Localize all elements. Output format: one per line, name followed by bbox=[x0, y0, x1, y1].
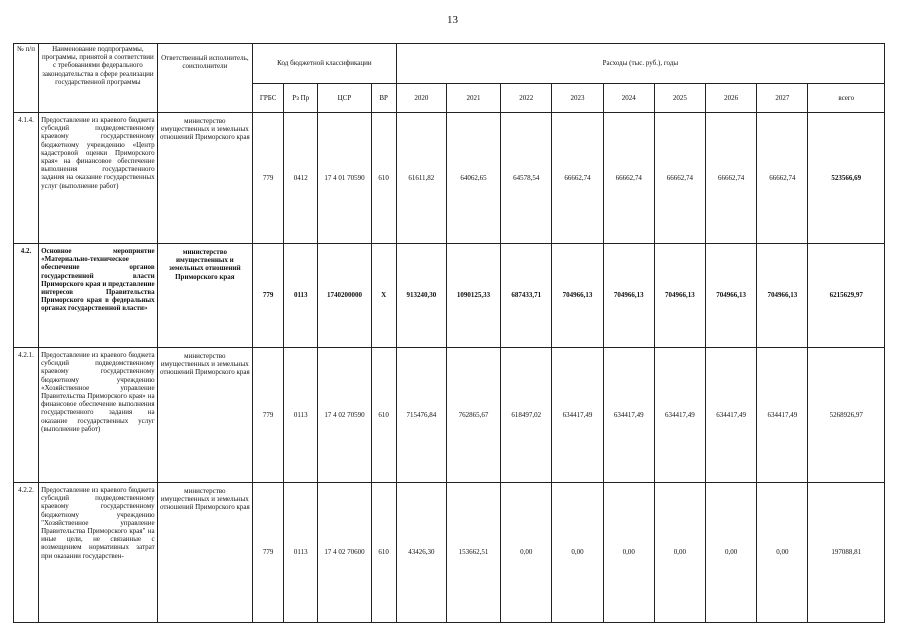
row-value-2026: 66662,74 bbox=[706, 113, 757, 244]
row-value-2022: 687433,71 bbox=[501, 244, 552, 348]
row-responsible: министерство имущественных и земельных отношений Приморского края bbox=[157, 348, 252, 483]
row-value-2022: 0,00 bbox=[501, 483, 552, 623]
header-code-group: Код бюджетной классификации bbox=[253, 44, 397, 84]
header-num: № п/п bbox=[14, 44, 39, 113]
row-rzpr: 0412 bbox=[284, 113, 318, 244]
row-name: Предоставление из краевого бюджета субсидий подведомственному краевому государственному бюджетному учреждению «Центр кадастровой оценки Приморского края» на финансовое обеспечение выполнения государственного задания на оказание государственных услуг (выполнение работ) bbox=[39, 113, 158, 244]
table-row bbox=[14, 348, 885, 483]
row-value-2025: 634417,49 bbox=[654, 348, 705, 483]
header-total: всего bbox=[808, 84, 885, 113]
row-value-2022: 64578,54 bbox=[501, 113, 552, 244]
row-responsible: министерство имущественных и земельных отношений Приморского края bbox=[157, 244, 252, 348]
row-csr: 1740200000 bbox=[318, 244, 371, 348]
row-value-total: 5268926,97 bbox=[808, 348, 885, 483]
row-value-2027: 704966,13 bbox=[757, 244, 808, 348]
row-name: Предоставление из краевого бюджета субсидий подведомственному краевому государственному бюджетному учреждению "Хозяйственное управление Правительства Приморского края" на иные цели, не связанные с возмещением нормативных затрат при оказании государствен- bbox=[39, 483, 158, 623]
header-row-1 bbox=[14, 44, 885, 84]
row-value-2022: 618497,02 bbox=[501, 348, 552, 483]
header-expenses-group: Расходы (тыс. руб.), годы bbox=[396, 44, 884, 84]
row-number: 4.2. bbox=[14, 244, 39, 348]
row-rzpr: 0113 bbox=[284, 244, 318, 348]
row-responsible: министерство имущественных и земельных отношений Приморского края bbox=[157, 113, 252, 244]
row-value-2026: 0,00 bbox=[706, 483, 757, 623]
header-year-2020: 2020 bbox=[396, 84, 446, 113]
row-vr: 610 bbox=[371, 483, 396, 623]
row-rzpr: 0113 bbox=[284, 348, 318, 483]
row-value-2024: 704966,13 bbox=[603, 244, 654, 348]
row-value-2020: 913240,30 bbox=[396, 244, 446, 348]
row-value-2026: 704966,13 bbox=[706, 244, 757, 348]
row-value-2027: 66662,74 bbox=[757, 113, 808, 244]
row-name: Предоставление из краевого бюджета субсидий подведомственному краевому государственному бюджетному учреждению «Хозяйственное управление Правительства Приморского края» на финансовое обеспечение выполнения государственного задания на оказание государственных услуг (выполнение работ) bbox=[39, 348, 158, 483]
header-name: Наименование подпрограммы, программы, принятой в соответствии с требованиями федерального законодательства в сфере реализации государственной программы bbox=[39, 44, 158, 113]
row-value-2024: 66662,74 bbox=[603, 113, 654, 244]
row-grbs: 779 bbox=[253, 483, 284, 623]
row-grbs: 779 bbox=[253, 244, 284, 348]
row-vr: 610 bbox=[371, 348, 396, 483]
row-csr: 17 4 02 70600 bbox=[318, 483, 371, 623]
row-value-total: 523566,69 bbox=[808, 113, 885, 244]
row-responsible: министерство имущественных и земельных отношений Приморского края bbox=[157, 483, 252, 623]
table-row bbox=[14, 483, 885, 623]
row-number: 4.1.4. bbox=[14, 113, 39, 244]
header-year-2022: 2022 bbox=[501, 84, 552, 113]
row-value-2024: 0,00 bbox=[603, 483, 654, 623]
row-value-2020: 715476,84 bbox=[396, 348, 446, 483]
row-value-2027: 0,00 bbox=[757, 483, 808, 623]
budget-table bbox=[13, 43, 885, 623]
row-value-total: 6215629,97 bbox=[808, 244, 885, 348]
row-number: 4.2.1. bbox=[14, 348, 39, 483]
header-responsible: Ответственный исполнитель, соисполнители bbox=[157, 44, 252, 113]
row-value-2023: 634417,49 bbox=[552, 348, 603, 483]
row-vr: 610 bbox=[371, 113, 396, 244]
row-value-2021: 762865,67 bbox=[446, 348, 500, 483]
row-value-2026: 634417,49 bbox=[706, 348, 757, 483]
page-number: 13 bbox=[447, 14, 458, 26]
row-value-2025: 66662,74 bbox=[654, 113, 705, 244]
header-year-2025: 2025 bbox=[654, 84, 705, 113]
header-year-2026: 2026 bbox=[706, 84, 757, 113]
table-row bbox=[14, 113, 885, 244]
row-value-2025: 704966,13 bbox=[654, 244, 705, 348]
header-vr: ВР bbox=[371, 84, 396, 113]
row-value-2027: 634417,49 bbox=[757, 348, 808, 483]
table-row bbox=[14, 244, 885, 348]
row-value-2023: 0,00 bbox=[552, 483, 603, 623]
row-number: 4.2.2. bbox=[14, 483, 39, 623]
row-csr: 17 4 02 70590 bbox=[318, 348, 371, 483]
header-rzpr: Рз Пр bbox=[284, 84, 318, 113]
row-value-2023: 66662,74 bbox=[552, 113, 603, 244]
header-year-2023: 2023 bbox=[552, 84, 603, 113]
row-vr: X bbox=[371, 244, 396, 348]
row-value-2024: 634417,49 bbox=[603, 348, 654, 483]
header-year-2027: 2027 bbox=[757, 84, 808, 113]
row-csr: 17 4 01 70590 bbox=[318, 113, 371, 244]
row-value-2021: 153662,51 bbox=[446, 483, 500, 623]
row-rzpr: 0113 bbox=[284, 483, 318, 623]
row-name: Основное мероприятие «Материально-техническое обеспечение органов государственной власти Приморского края и представление интересов Правительства Приморского края в федеральных органах государственной власти» bbox=[39, 244, 158, 348]
header-csr: ЦСР bbox=[318, 84, 371, 113]
row-value-2021: 1090125,33 bbox=[446, 244, 500, 348]
row-value-2020: 43426,30 bbox=[396, 483, 446, 623]
row-grbs: 779 bbox=[253, 113, 284, 244]
header-grbs: ГРБС bbox=[253, 84, 284, 113]
row-value-2025: 0,00 bbox=[654, 483, 705, 623]
row-value-total: 197088,81 bbox=[808, 483, 885, 623]
row-grbs: 779 bbox=[253, 348, 284, 483]
row-value-2020: 61611,82 bbox=[396, 113, 446, 244]
header-year-2024: 2024 bbox=[603, 84, 654, 113]
row-value-2023: 704966,13 bbox=[552, 244, 603, 348]
row-value-2021: 64062,65 bbox=[446, 113, 500, 244]
header-year-2021: 2021 bbox=[446, 84, 500, 113]
